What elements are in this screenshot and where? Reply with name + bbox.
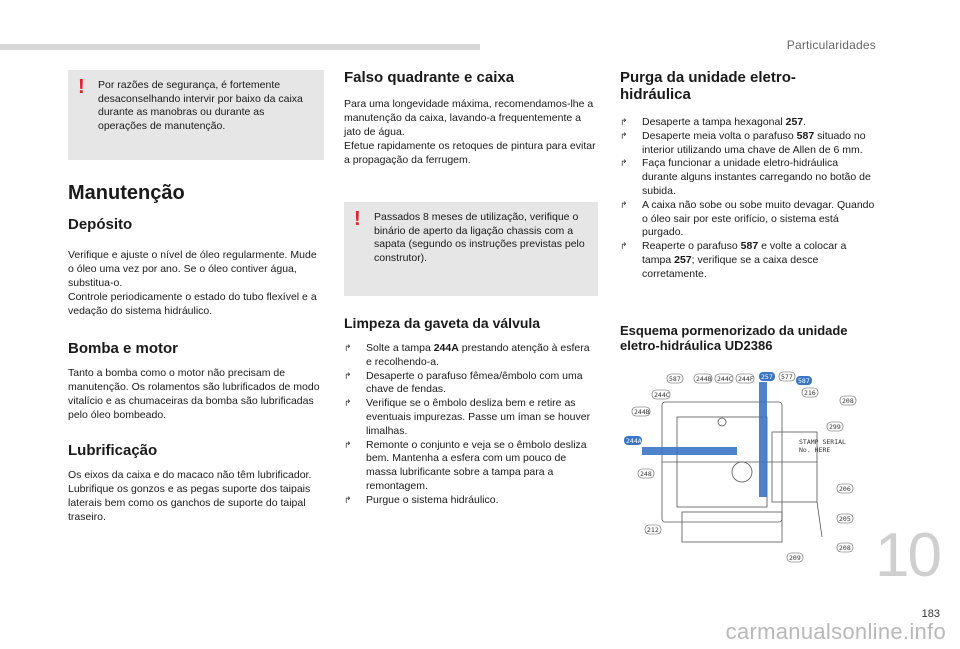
list-item: ↱ Desaperte a tampa hexagonal 257. bbox=[620, 116, 807, 128]
svg-text:257: 257 bbox=[761, 373, 773, 381]
header-rule bbox=[0, 44, 480, 50]
list-item: ↱ Purgue o sistema hidráulico. bbox=[344, 493, 499, 506]
arrow-bullet-icon: ↱ bbox=[344, 494, 352, 505]
svg-text:587: 587 bbox=[669, 375, 681, 383]
heading-deposito: Depósito bbox=[68, 216, 133, 233]
stamp-serial-text-2: No. HERE bbox=[799, 446, 831, 454]
diagram-label bbox=[652, 390, 670, 399]
list-item: ↱ Remonte o conjunto e veja se o êmbolo desliza bem. Mantenha a esfera com um pouco de massa lubrificante sobre a tampa para a remontagem. bbox=[344, 438, 587, 492]
list-item: ↱ Desaperte o parafuso fêmea/êmbolo com uma chave de fendas. bbox=[344, 369, 583, 396]
bomba-paragraph: Tanto a bomba como o motor não precisam de manutenção. Os rolamentos são lubrificados de modo vitalício e as chumaceiras da bomba são lubrificadas pelo óleo bombeado. bbox=[68, 367, 320, 421]
diagram-label bbox=[837, 514, 853, 523]
svg-text:244B: 244B bbox=[634, 408, 650, 416]
diagram-label bbox=[827, 422, 843, 431]
heading-esquema: Esquema pormenorizado da unidade eletro-hidráulica UD2386 bbox=[620, 323, 848, 353]
svg-text:244F: 244F bbox=[738, 375, 754, 383]
svg-text:244C: 244C bbox=[717, 375, 733, 383]
diagram-label bbox=[645, 525, 661, 534]
svg-text:244A: 244A bbox=[626, 437, 642, 445]
torque-warning-box bbox=[344, 202, 598, 296]
diagram-label bbox=[796, 376, 812, 385]
svg-text:244C: 244C bbox=[654, 391, 670, 399]
svg-text:299: 299 bbox=[829, 423, 841, 431]
arrow-bullet-icon: ↱ bbox=[620, 241, 628, 252]
deposito-paragraph-2: Controle periodicamente o estado do tubo flexível e a vedação do sistema hidráulico. bbox=[68, 291, 317, 317]
svg-text:212: 212 bbox=[647, 526, 659, 534]
list-item: ↱ Desaperte meia volta o parafuso 587 situado no interior utilizando uma chave de Allen de 6 mm. bbox=[620, 129, 866, 156]
torque-warning-text: Passados 8 meses de utilização, verifique o binário de aperto da ligação chassis com a sapata (segundo os instruções previstas pelo construtor). bbox=[374, 211, 585, 264]
diagram-label bbox=[787, 553, 803, 562]
diagram-label bbox=[837, 543, 853, 552]
heading-lubrificacao: Lubrificação bbox=[68, 442, 158, 459]
highlight-bleed-screw bbox=[759, 382, 767, 497]
safety-warning-box bbox=[68, 70, 324, 160]
chapter-number: 10 bbox=[875, 521, 940, 590]
watermark: carmanualsonline.info bbox=[725, 619, 946, 644]
heading-limpeza: Limpeza da gaveta da válvula bbox=[344, 315, 541, 331]
list-item: ↱ Verifique se o êmbolo desliza bem e retire as eventuais impurezas. Passe um íman se houver limalhas. bbox=[344, 397, 591, 437]
svg-text:587: 587 bbox=[798, 377, 810, 385]
heading-purga: Purga da unidade eletro-hidráulica bbox=[620, 69, 796, 103]
arrow-bullet-icon: ↱ bbox=[344, 343, 352, 353]
lubrificacao-paragraph: Os eixos da caixa e do macaco não têm lubrificador. Lubrifique os gonzos e as pegas suporte dos taipais laterais bem como os ganchos de suporte do taipal traseiro. bbox=[68, 469, 312, 523]
diagram-body bbox=[662, 402, 822, 542]
arrow-bullet-icon: ↱ bbox=[344, 370, 352, 381]
svg-text:216: 216 bbox=[804, 389, 816, 397]
svg-text:208: 208 bbox=[839, 544, 851, 552]
heading-bomba: Bomba e motor bbox=[68, 340, 179, 357]
svg-text:244B: 244B bbox=[696, 375, 712, 383]
safety-warning-text: Por razões de segurança, é fortemente desaconselhando intervir por baixo da caixa durante as manobras ou durante as operações de manutenção. bbox=[98, 79, 303, 132]
arrow-bullet-icon: ↱ bbox=[620, 130, 628, 141]
list-item: ↱ Reaperte o parafuso 587 e volte a colocar a tampa 257; verifique se a caixa desce corretamente. bbox=[620, 240, 847, 280]
page-title: Manutenção bbox=[68, 182, 185, 204]
limpeza-steps-list bbox=[344, 342, 598, 508]
arrow-bullet-icon: ↱ bbox=[620, 199, 628, 210]
diagram-label bbox=[736, 374, 754, 383]
falso-paragraph-2: Efetue rapidamente os retoques de pintura para evitar a propagação da ferrugem. bbox=[344, 140, 596, 166]
diagram-label bbox=[715, 374, 733, 383]
falso-paragraph-1: Para uma longevidade máxima, recomendamos-lhe a manutenção da caixa, lavando-a frequentemente a jato de água. bbox=[344, 98, 594, 138]
stamp-serial-text: STAMP SERIAL bbox=[799, 438, 846, 446]
diagram-label bbox=[840, 396, 856, 405]
svg-text:206: 206 bbox=[839, 485, 851, 493]
arrow-bullet-icon: ↱ bbox=[620, 117, 628, 127]
heading-falso-quadrante: Falso quadrante e caixa bbox=[344, 69, 515, 86]
svg-text:205: 205 bbox=[839, 515, 851, 523]
arrow-bullet-icon: ↱ bbox=[344, 398, 352, 409]
highlight-valve-spool bbox=[642, 447, 737, 455]
arrow-bullet-icon: ↱ bbox=[620, 158, 628, 169]
svg-text:577: 577 bbox=[781, 373, 793, 381]
exclamation-icon: ! bbox=[354, 208, 361, 230]
page-number: 183 bbox=[921, 608, 940, 620]
section-title: Particularidades bbox=[786, 38, 876, 52]
svg-text:208: 208 bbox=[842, 397, 854, 405]
diagram-label bbox=[779, 372, 795, 381]
arrow-bullet-icon: ↱ bbox=[344, 439, 352, 450]
diagram-label bbox=[632, 407, 650, 416]
diagram-label bbox=[837, 484, 853, 493]
list-item: ↱ Faça funcionar a unidade eletro-hidráulica durante alguns instantes carregando no botão de subida. bbox=[620, 157, 871, 197]
deposito-paragraph-1: Verifique e ajuste o nível de óleo regularmente. Mude o óleo uma vez por ano. Se o óleo contiver água, substitua-o. bbox=[68, 249, 317, 289]
exclamation-icon: ! bbox=[78, 76, 85, 98]
diagram-label bbox=[759, 372, 775, 381]
svg-text:209: 209 bbox=[789, 554, 801, 562]
hydraulic-unit-diagram bbox=[622, 362, 872, 567]
list-item: ↱ A caixa não sobe ou sobe muito devagar. Quando o óleo sair por este orifício, o sistema está purgado. bbox=[620, 198, 875, 239]
diagram-label bbox=[624, 436, 642, 445]
diagram-label bbox=[694, 374, 712, 383]
purga-steps-list bbox=[620, 116, 876, 282]
diagram-label bbox=[802, 388, 818, 397]
svg-text:248: 248 bbox=[640, 470, 652, 478]
list-item: ↱ Solte a tampa 244A prestando atenção à esfera e recolhendo-a. bbox=[344, 342, 590, 368]
diagram-label bbox=[667, 374, 683, 383]
diagram-label bbox=[638, 469, 654, 478]
